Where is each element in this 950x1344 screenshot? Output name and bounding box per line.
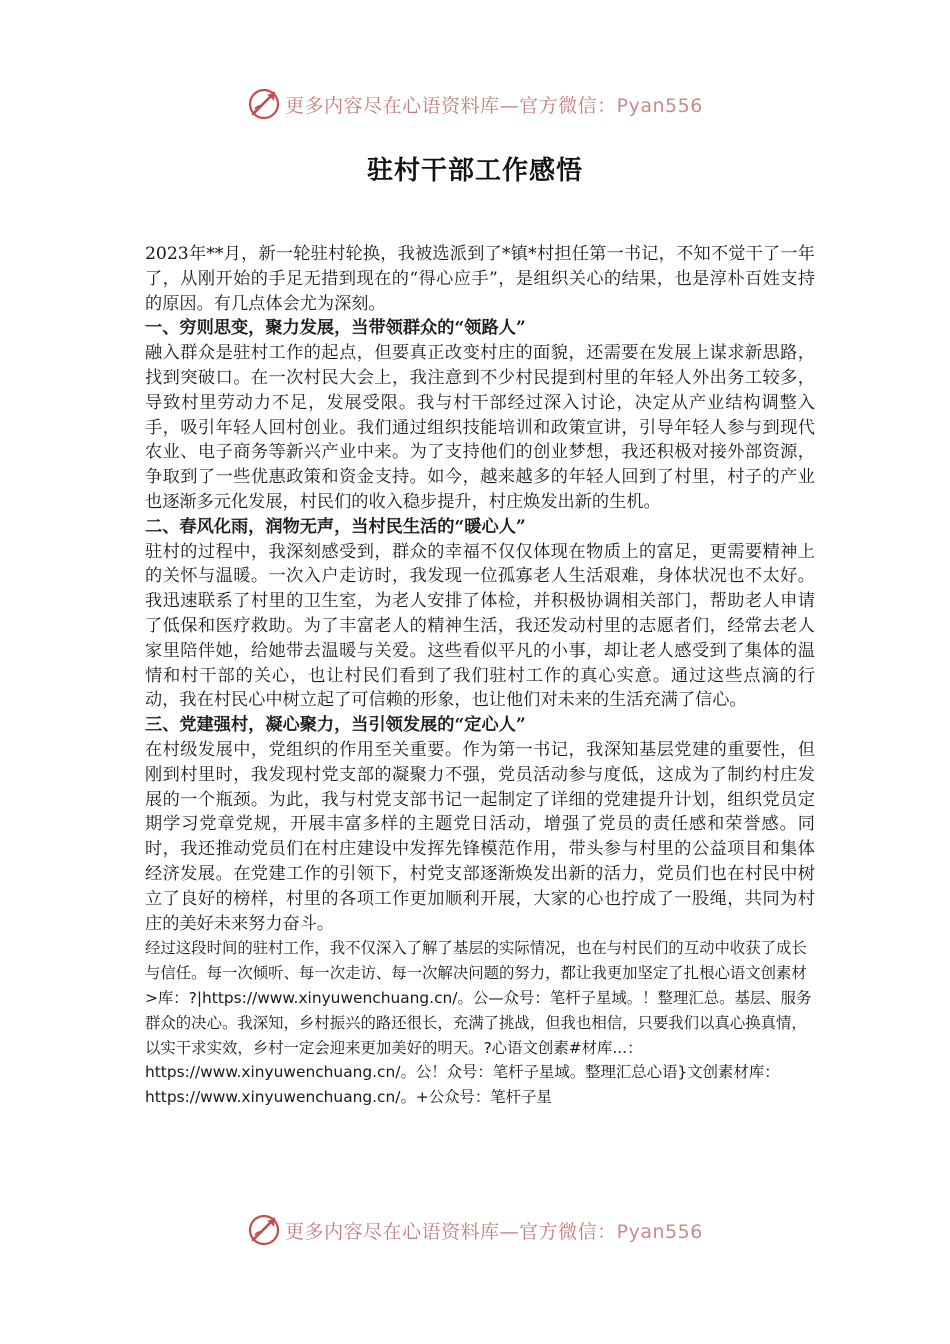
section-heading-1: 一、穷则思变，聚力发展，当带领群众的“领路人” <box>145 318 526 339</box>
footer-banner <box>0 1210 950 1250</box>
section-heading-3: 三、党建强村，凝心聚力，当引领发展的“定心人” <box>145 715 526 736</box>
banner-wechat-id: Pyan556 <box>616 1220 703 1243</box>
closing-paragraph: 经过这段时间的驻村工作，我不仅深入了解了基层的实际情况，也在与村民们的互动中收获了成长与信任。每一次倾听、每一次走访、每一次解决问题的努力，都让我更加坚定了扎根心语文创素材>库：?|https://www.xinyuwenchuang.cn/。公—众号：笔杆子星域。！整理汇总。基层、服务群众的决心。我深知，乡村振兴的路还很长，充满了挑战，但我也相信，只要我们以真心换真情，以实干求实效，乡村一定会迎来更加美好的明天。?心语文创素#材库...：https://www.xinyuwenchuang.cn/。公！众号：笔杆子星域。整理汇总心语}文创素材库：https://www.xinyuwenchuang.cn/。+公众号：笔杆子星 <box>145 939 812 1107</box>
document-body <box>145 242 815 1110</box>
quill-logo-icon <box>247 87 281 121</box>
document-title: 驻村干部工作感悟 <box>366 156 583 186</box>
section-body-2: 驻村的过程中，我深刻感受到，群众的幸福不仅仅体现在物质上的富足，更需要精神上的关怀与温暖。一次入户走访时，我发现一位孤寡老人生活艰难，身体状况也不太好。我迅速联系了村里的卫生室，为老人安排了体检，并积极协调相关部门，帮助老人申请了低保和医疗救助。为了丰富老人的精神生活，我还发动村里的志愿者们，经常去老人家里陪伴她，给她带去温暖与关爱。这些看似平凡的小事，却让老人感受到了集体的温情和村干部的关心，也让村民们看到了我们驻村工作的真心实意。通过这些点滴的行动，我在村民心中树立起了可信赖的形象，也让他们对未来的生活充满了信心。 <box>145 541 815 711</box>
banner-text <box>285 91 703 118</box>
banner-slogan: 更多内容尽在心语资料库—官方微信： <box>285 94 617 117</box>
banner-wechat-id: Pyan556 <box>616 94 703 117</box>
intro-paragraph: 2023年**月，新一轮驻村轮换，我被选派到了*镇*村担任第一书记，不知不觉干了一年了，从刚开始的手足无措到现在的“得心应手”，是组织关心的结果，也是淳朴百姓支持的原因。有几点体会尤为深刻。 <box>145 244 815 314</box>
section-heading-2: 二、春风化雨，润物无声，当村民生活的“暖心人” <box>145 516 526 537</box>
banner-text <box>285 1217 703 1244</box>
header-banner <box>0 84 950 124</box>
section-body-3: 在村级发展中，党组织的作用至关重要。作为第一书记，我深知基层党建的重要性，但刚到村里时，我发现村党支部的凝聚力不强，党员活动参与度低，这成为了制约村庄发展的一个瓶颈。为此，我与村党支部书记一起制定了详细的党建提升计划，组织党员定期学习党章党规，开展丰富多样的主题党日活动，增强了党员的责任感和荣誉感。同时，我还推动党员们在村庄建设中发挥先锋模范作用，带头参与村里的公益项目和集体经济发展。在党建工作的引领下，村党支部逐渐焕发出新的活力，党员们也在村民中树立了良好的榜样，村里的各项工作更加顺利开展，大家的心也拧成了一股绳，共同为村庄的美好未来努力奋斗。 <box>145 739 815 934</box>
banner-slogan: 更多内容尽在心语资料库—官方微信： <box>285 1220 617 1243</box>
section-body-1: 融入群众是驻村工作的起点，但要真正改变村庄的面貌，还需要在发展上谋求新思路，找到突破口。在一次村民大会上，我注意到不少村民提到村里的年轻人外出务工较多，导致村里劳动力不足，发展受限。我与村干部经过深入讨论，决定从产业结构调整入手，吸引年轻人回村创业。我们通过组织技能培训和政策宣讲，引导年轻人参与到现代农业、电子商务等新兴产业中来。为了支持他们的创业梦想，我还积极对接外部资源，争取到了一些优惠政策和资金支持。如今，越来越多的年轻人回到了村里，村子的产业也逐渐多元化发展，村民们的收入稳步提升，村庄焕发出新的生机。 <box>145 343 815 512</box>
quill-logo-icon <box>247 1213 281 1247</box>
